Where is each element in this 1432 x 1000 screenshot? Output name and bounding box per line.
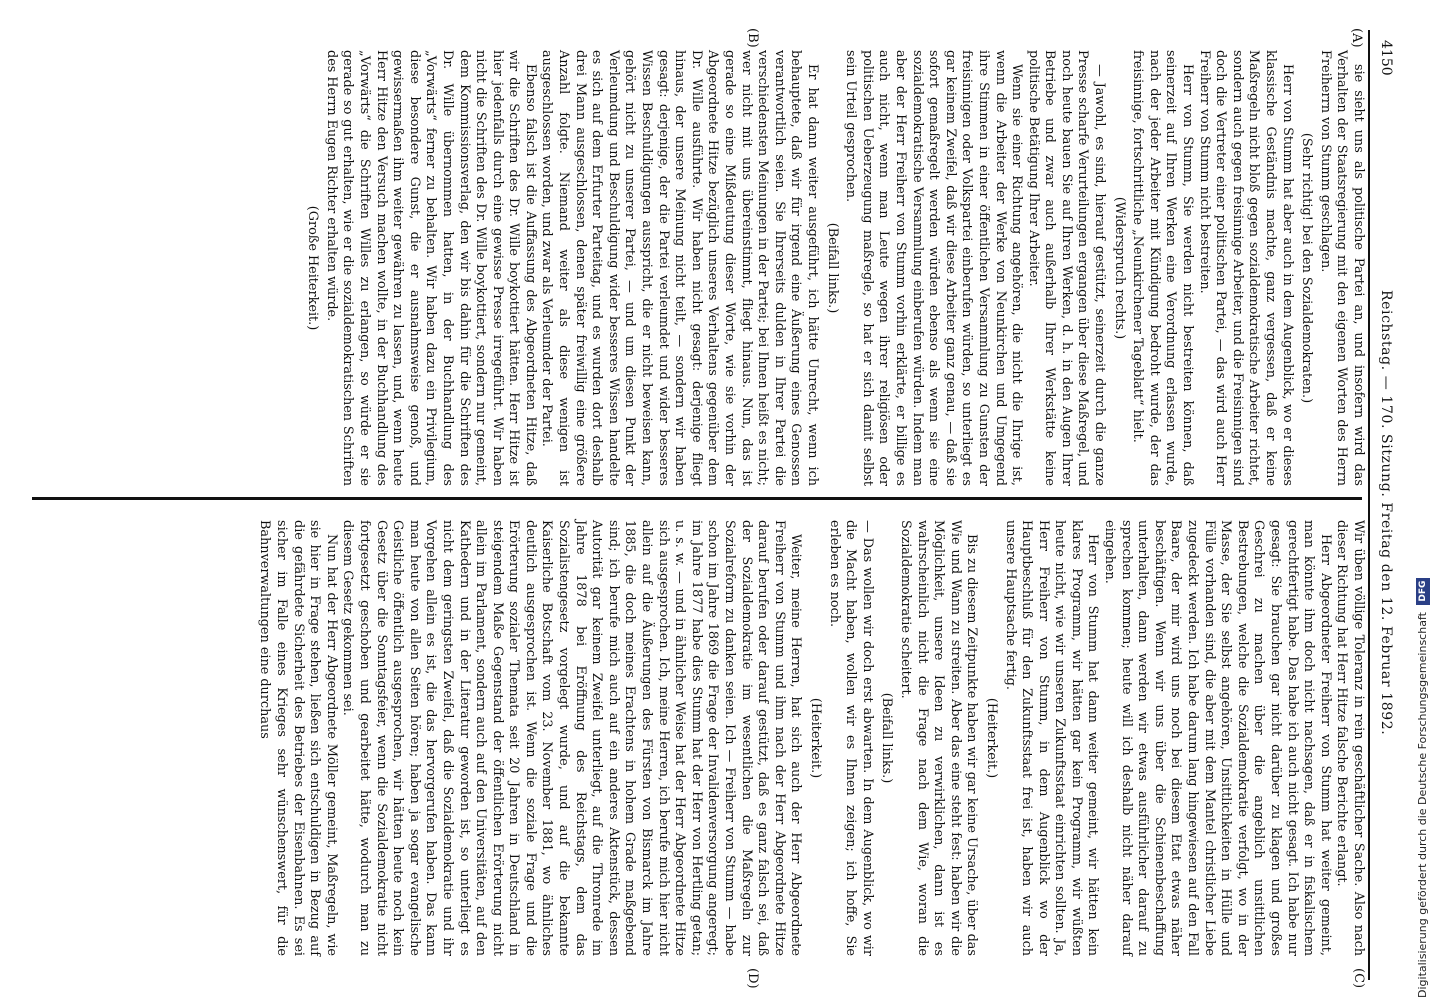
page-number: 4150 xyxy=(1378,40,1394,76)
digitization-notice xyxy=(1410,0,1432,1000)
paragraph: Herr Abgeordneter Freiherr von Stumm hat weiter gemeint, man könnte ihm doch nicht nachsagen, daß er in fiskalischem gerechtfertigt habe. Das habe ich auch nicht gesagt. Ich habe nur gesagt: Sie brauchen gar nicht darüber zu klagen und großes Geschrei zu machen über die angeblich unsittlichen Bestrebungen, welche die Sozialdemokratie verfolgt, wo in der Masse, der Sie selbst angehören, Unsittlichkeiten in Hülle und Fülle vorhanden sind, die aber mit dem Mantel christlicher Liebe zugedeckt werden. Ich habe darum lang hingewiesen auf den Fall Baare, der mir wird uns noch bei diesem Etat etwas näher beschäftigen. Wenn wir uns über die Schienenbeschaffung unterhalten, dann werden wir etwas ausführlicher darauf zu sprechen kommen; heute will ich deshalb nicht näher darauf eingehen. xyxy=(1102,520,1333,956)
left-column xyxy=(301,50,1366,486)
interjection: (Beifall links.) xyxy=(824,222,840,314)
paragraph: — Jawohl, es sind, hierauf gestützt, seinerzeit durch die ganze Presse scharfe Verurteilungen ergangen über diese Maßregel, und noch heute bauen Sie auf Ihren Werken, d. h. in den Augen Ihrer Betriebe und zwar auch außerhalb Ihrer Werkstätte keine politische Betätigung Ihrer Arbeiter. xyxy=(1025,50,1108,486)
paragraph: Er hat dann weiter ausgeführt, ich hätte Unrecht, wenn ich behauptete, daß wir für irgend eine Äußerung eines Genossen verantwortlich seien. Sie Ihrerseits dulden in Ihrer Partei die verschiedensten Meinungen in der Partei; bei Ihnen heißt es nicht; wer nicht mit uns übereinstimmt, fliegt hinaus. Nun, das ist gerade so eine Mißdeutung dieser Worte, wie sie vorhin der Abgeordnete Hitze bezüglich unseres Verhaltens gegenüber dem Dr. Wille ausführte. Wir haben nicht gesagt: derjenige fliegt hinaus, der unsere Meinung nicht teilt, — sondern wir haben gesagt: derjenige, der die Partei verleumdet und wider besseres Wissen Beschuldigungen ausspricht, die er nicht beweisen kann, gehört nicht zu unserer Partei, — und um diesen Punkt der Verleumdung und Beschuldigung wider besseres Wissen handelte es sich auf dem Erfurter Parteitag, und es wurden dort deshalb drei Mann ausgeschlossen, denen später freiwillig eine größere Anzahl folgte. Niemand weiter als diese wenigen ist ausgeschlossen worden, und zwar als Verleumder der Partei. xyxy=(539,50,820,486)
paragraph: Wenn sie einer Richtung angehören, die nicht die Ihrige ist, wenn die Arbeiter der Werke von Neunkirchen und Umgegend ihre Stimmen in einer öffentlichen Versammlung zu Gunsten der freisinnigen oder Volkspartei einberufen würden, so unterliegt es gar keinem Zweifel, daß wir diese Arbeiter ganz genau, — daß sie sofort gemaßregelt werden würden ebenso als wenn sie eine sozialdemokratische Versammlung einberufen würden. Indem man aber der Herr Freiherr von Stumm vorhin erklärte, er billige es auch nicht, wenn man Leute wegen ihrer religiösen oder politischen Ueberzeugung maßregle, so hat er sich damit selbst sein Urteil gesprochen. xyxy=(843,50,1025,486)
margin-marker-c: (C) xyxy=(1351,968,1366,989)
paragraph: Wir üben völlige Toleranz in rein geschäftlicher Sache. Also nach dieser Richtung hat Herr Hitze falsche Berichte erlangt. xyxy=(1334,520,1366,956)
paragraph: Nun hat der Herr Abgeordnete Möller gemeint, Maßregeln, wie sie hier in Frage stehen, ließen sich entschuldigen in Bezug auf die gefährdete Sicherheit des Betriebes der Eisenbahnen. Es sei sicher im Falle eines Krieges sehr wünschenswert, für die Bahnverwaltungen eine durchaus xyxy=(257,520,339,956)
column-divider xyxy=(32,497,1362,500)
interjection: (Heiterkeit.) xyxy=(808,697,823,779)
paragraph: Herr von Stumm, Sie werden nicht bestreiten können, daß seinerzeit auf Ihren Werken eine Verordnung erlassen wurde, nach der jeder Arbeiter mit Kündigung bedroht wurde, der das freisinnige, fortschrittliche „Neunkirchener Tageblatt“ hielt. xyxy=(1130,50,1196,486)
interjection: (Beifall links.) xyxy=(879,692,895,784)
paragraph: Herr von Stumm hat dann weiter gemeint, wir hätten kein klares Programm, wir hätten gar kein Programm, wir wüßten heute nicht, wie wir unseren Zukunftsstaat einrichten sollten. Ja, Herr Freiherr von Stumm, in dem Augenblick wo der Hauptbeschluß für den Zukunftsstaat frei ist, haben wir auch unsere Hauptsache fertig. xyxy=(1002,520,1101,956)
digitization-text: Digitalisierung gefördert durch die Deutsche Forschungsgemeinschaft xyxy=(1416,612,1429,998)
page-title: Reichstag. — 170. Sitzung. Freitag den 12. Februar 1892. xyxy=(1378,290,1394,736)
margin-marker-a: (A) xyxy=(1349,28,1364,48)
paragraph: — Das wollen wir doch erst abwarten. In dem Augenblick, wo wir die Macht haben, wollen wir es Ihnen zeigen; ich hoffe, Sie erleben es noch. xyxy=(826,520,875,956)
paragraph: Weiter, meine Herren, hat sich auch der Herr Abgeordnete Freiherr von Stumm und ihm nach der Herr Abgeordnete Hitze darauf berufen oder darauf gestützt, daß es ganz falsch sei, daß der Sozialdemokratie im wesentlichen die Maßregeln zur Sozialreform zu danken seien. Ich — Freiherr von Stumm — habe schon im Jahre 1869 die Frage der Invalidenversorgung angeregt; im Jahre 1877 habe dies Stumm hat der Herr von Hertling getan; u. s. w. — und in ähnlicher Weise hat der Herr Abgeordnete Hitze sich ausgesprochen. Ich, meine Herren, ich berufe mich hier nicht allein auf die Äußerungen des Fürsten von Bismarck im Jahre 1885, die doch meines Erachtens in hohem Grade maßgebend sind; ich berufe mich auch auf ein anderes Aktenstück, dessen Autorität gar keinem Zweifel unterliegt, auf die Thronrede im Jahre 1878 bei Eröffnung des Reichstags, dem das Sozialistengesetz vorgelegt wurde, und auf die bekannte Kaiserliche Botschaft vom 23. November 1881, wo ähnliches deutlich ausgesprochen ist. Wenn die soziale Frage und die Erörterung sozialer Themata seit 20 Jahren in Deutschland in steigendem Maße Gegenstand der öffentlichen Erörterung nicht allein im Parlament, sondern auch auf den Universitäten, auf den Kathedern und in der Literatur geworden ist, so unterliegt es nicht dem geringsten Zweifel, daß die Sozialdemokratie und ihr Vorgehen allein es ist, die das hervorgerufen haben. Das kann man heute von allen Seiten hören; haben ja sogar evangelische Geistliche öffentlich ausgesprochen, wir hätten heute noch kein Gesetz über die Sonntagsfeier, wenn die Sozialdemokratie nicht fortgesetzt geschoben und gearbeitet hätte, wodurch man zu diesem Gesetz gekommen sei. xyxy=(340,520,804,956)
interjection: (Widerspruch rechts.) xyxy=(1111,196,1127,340)
interjection: (Sehr richtig! bei den Sozialdemokraten.) xyxy=(1299,132,1315,404)
paragraph: Ebenso falsch ist die Auffassung des Abgeordneten Hitze, daß wir die Schriften des Dr. Wille boykottiert hätten. Herr Hitze ist hier jedenfalls durch eine gewisse Presse irregeführt. Wir haben nicht die Schriften des Dr. Wille boykottiert, sondern nur gemeint, dem Kommissionsverlag, den wir bis dahin für die Schriften des Dr. Wille übernommen hatten, in der Buchhandlung des „Vorwärts“ ferner zu behalten. Wir haben dazu ein Privilegium, diese besondere Gunst, die er ausnahmsweise genoß, und gewissermaßen ihm weiter gewähren zu lassen, und, wenn heute Herr Hitze den Versuch machen wollte, in der Buchhandlung des „Vorwärts“ die Schriften Willes zu erlangen, so würde er sie gerade so gut erhalten, wie er die sozialdemokratischen Schriften des Herrn Eugen Richter erhalten würde. xyxy=(323,50,538,486)
interjection: (Heiterkeit.) xyxy=(983,697,999,779)
margin-marker-b: (B) xyxy=(745,28,760,48)
paragraph: sie sieht uns als politische Partei an, und insofern wird das Verhalten der Staatsregierung mit den eigenen Worten des Herrn Freiherrn von Stumm geschlagen. xyxy=(1317,50,1366,486)
interjection: (Große Heiterkeit.) xyxy=(305,205,321,331)
dfg-logo: DFG xyxy=(1416,578,1430,605)
header-rule xyxy=(1368,30,1370,980)
paragraph: Bis zu diesem Zeitpunkte haben wir gar keine Ursache, über das Wie und Wann zu streiten. Aber das eine steht fest: haben wir die Möglichkeit, unsere Ideen zu verwirklichen, dann ist es wahrscheinlich nicht die Frage nach dem Wie, woran die Sozialdemokratie scheitert. xyxy=(897,520,980,956)
right-column xyxy=(256,520,1366,956)
page-header xyxy=(1372,40,1396,960)
margin-marker-d: (D) xyxy=(745,968,760,989)
paragraph: Herr von Stumm hat aber auch in dem Augenblick, wo er dieses klassische Geständnis machte, ganz vergessen, daß er keine Maßregeln nicht bloß gegen sozialdemokratische Arbeiter richtet, sondern auch gegen freisinnige Arbeiter, und die Freisinnigen sind doch die Vertreter einer politischen Partei, — das wird auch Herr Freiherr von Stumm nicht bestreiten. xyxy=(1196,50,1295,486)
